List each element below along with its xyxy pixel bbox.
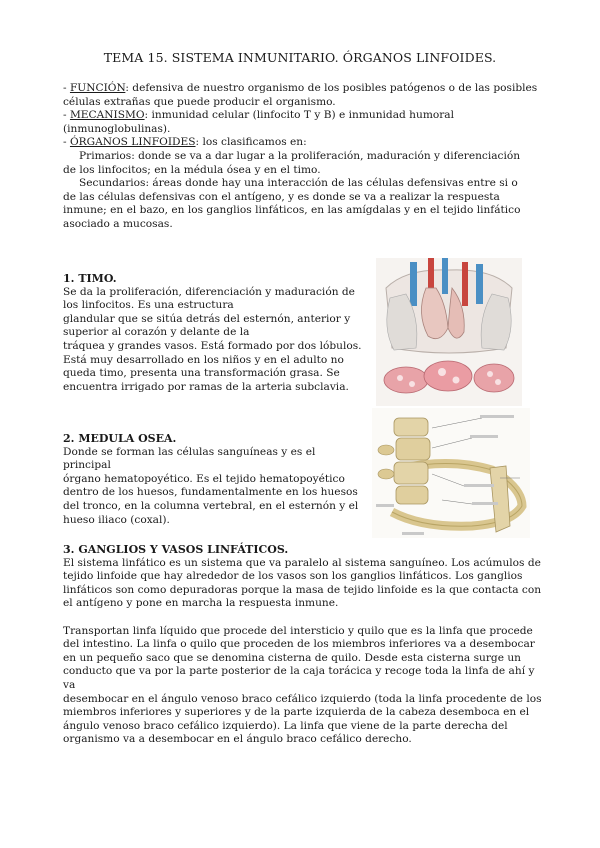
timo-line: tráquea y grandes vasos. Está formado por dos lóbulos. — [63, 339, 362, 352]
page-title: TEMA 15. SISTEMA INMUNITARIO. ÓRGANOS LINFOIDES. — [103, 50, 497, 65]
timo-line: queda timo, presenta una transformación grasa. Se — [63, 367, 340, 380]
intro-section — [63, 82, 543, 232]
timo-line: superior al corazón y delante de la — [63, 326, 250, 339]
ganglios-line: en un pequeño saco que se denomina cisterna de quilo. Desde esta cisterna surge un — [63, 651, 521, 664]
timo-heading: 1. TIMO. — [63, 272, 117, 285]
secundarios-line-1: Secundarios: áreas donde hay una interacción de las células defensivas entre si o — [79, 177, 518, 190]
ganglios-line: miembros inferiores y superiores y de la parte izquierda de la cabeza desemboca en el — [63, 706, 530, 719]
organos-text: : los clasificamos en: — [195, 136, 307, 149]
mecanismo-text: : inmunidad celular (linfocito T y B) e inmunidad humoral — [144, 109, 455, 122]
organos-line: - ÓRGANOS LINFOIDES: los clasificamos en: — [63, 136, 307, 149]
ganglios-heading: 3. GANGLIOS Y VASOS LINFÁTICOS. — [63, 543, 289, 556]
timo-line: Se da la proliferación, diferenciación y maduración de — [63, 285, 355, 298]
primarios-line-1: Primarios: donde se va a dar lugar a la proliferación, maduración y diferenciación — [79, 149, 521, 162]
ganglios-line: organismo va a desembocar en el ángulo braco cefálico derecho. — [63, 733, 412, 746]
ganglios-line: El sistema linfático es un sistema que va paralelo al sistema sanguíneo. Los acúmulos de — [63, 556, 541, 569]
timo-line: Está muy desarrollado en los niños y en el adulto no — [63, 353, 344, 366]
mecanismo-line: - MECANISMO: inmunidad celular (linfocito T y B) e inmunidad humoral — [63, 109, 455, 122]
ganglios-section — [63, 543, 543, 747]
medula-line: hueso iliaco (coxal). — [63, 513, 170, 526]
medula-section — [63, 432, 363, 527]
medula-line: del tronco, en la columna vertebral, en el esternón y el — [63, 499, 359, 512]
timo-line: encuentra irrigado por ramas de la arteria subclavia. — [63, 380, 349, 393]
timo-section — [63, 272, 363, 394]
ganglios-line: desembocar en el ángulo venoso braco cefálico izquierdo (toda la linfa procedente de los — [63, 692, 542, 705]
ganglios-line: tejido linfoide que hay alrededor de los vasos son los ganglios linfáticos. Los ganglios — [63, 570, 523, 583]
ganglios-line: Transportan linfa líquido que procede del intersticio y quilo que es la linfa que procede — [63, 624, 533, 637]
timo-line: glandular que se sitúa detrás del esternón, anterior y — [63, 312, 351, 325]
secundarios-line-3: inmune; en el bazo, en los ganglios linfáticos, en las amígdalas y en el tejido linfático — [63, 204, 521, 217]
funcion-line: - FUNCIÓN: defensiva de nuestro organismo de los posibles patógenos o de las posibles — [63, 82, 538, 94]
medula-line: órgano hematopoyético. Es el tejido hematopoyético — [63, 472, 345, 485]
timo-line: los linfocitos. Es una estructura — [63, 299, 234, 312]
vertebra-rib-illustration — [372, 408, 530, 538]
medula-heading: 2. MEDULA OSEA. — [63, 432, 177, 445]
funcion-label: FUNCIÓN — [69, 82, 126, 94]
secundarios-line-2: de las células defensivas con el antígeno, y es donde se va a realizar la respuesta — [63, 190, 500, 203]
ganglios-line: el antígeno y pone en marcha la respuesta inmune. — [63, 597, 339, 610]
organos-label: ÓRGANOS LINFOIDES — [69, 136, 196, 149]
ganglios-line: linfáticos son como depuradoras porque la masa de tejido linfoide es la que contacta con — [63, 583, 542, 596]
primarios-line-2: de los linfocitos; en la médula ósea y en el timo. — [63, 163, 321, 176]
secundarios-line-4: asociado a mucosas. — [63, 217, 173, 230]
ganglios-line: conducto que va por la parte posterior de la caja torácica y recoge toda la linfa de ahí y va — [63, 665, 535, 691]
mecanismo-label: MECANISMO — [69, 109, 145, 122]
thymus-illustration — [376, 258, 522, 406]
medula-line: Donde se forman las células sanguíneas y es el principal — [63, 445, 316, 472]
funcion-text: : defensiva de nuestro organismo de los posibles patógenos o de las posibles — [125, 82, 538, 94]
funcion-line-2: células extrañas que puede producir el organismo. — [63, 95, 336, 108]
ganglios-line: ángulo venoso braco cefálico izquierdo). La linfa que viene de la parte derecha del — [63, 719, 508, 732]
mecanismo-line-2: (inmunoglobulinas). — [63, 122, 171, 135]
medula-line: dentro de los huesos, fundamentalmente en los huesos — [63, 486, 358, 499]
ganglios-line: del intestino. La linfa o quilo que proceden de los miembros inferiores va a desembocar — [63, 638, 535, 651]
